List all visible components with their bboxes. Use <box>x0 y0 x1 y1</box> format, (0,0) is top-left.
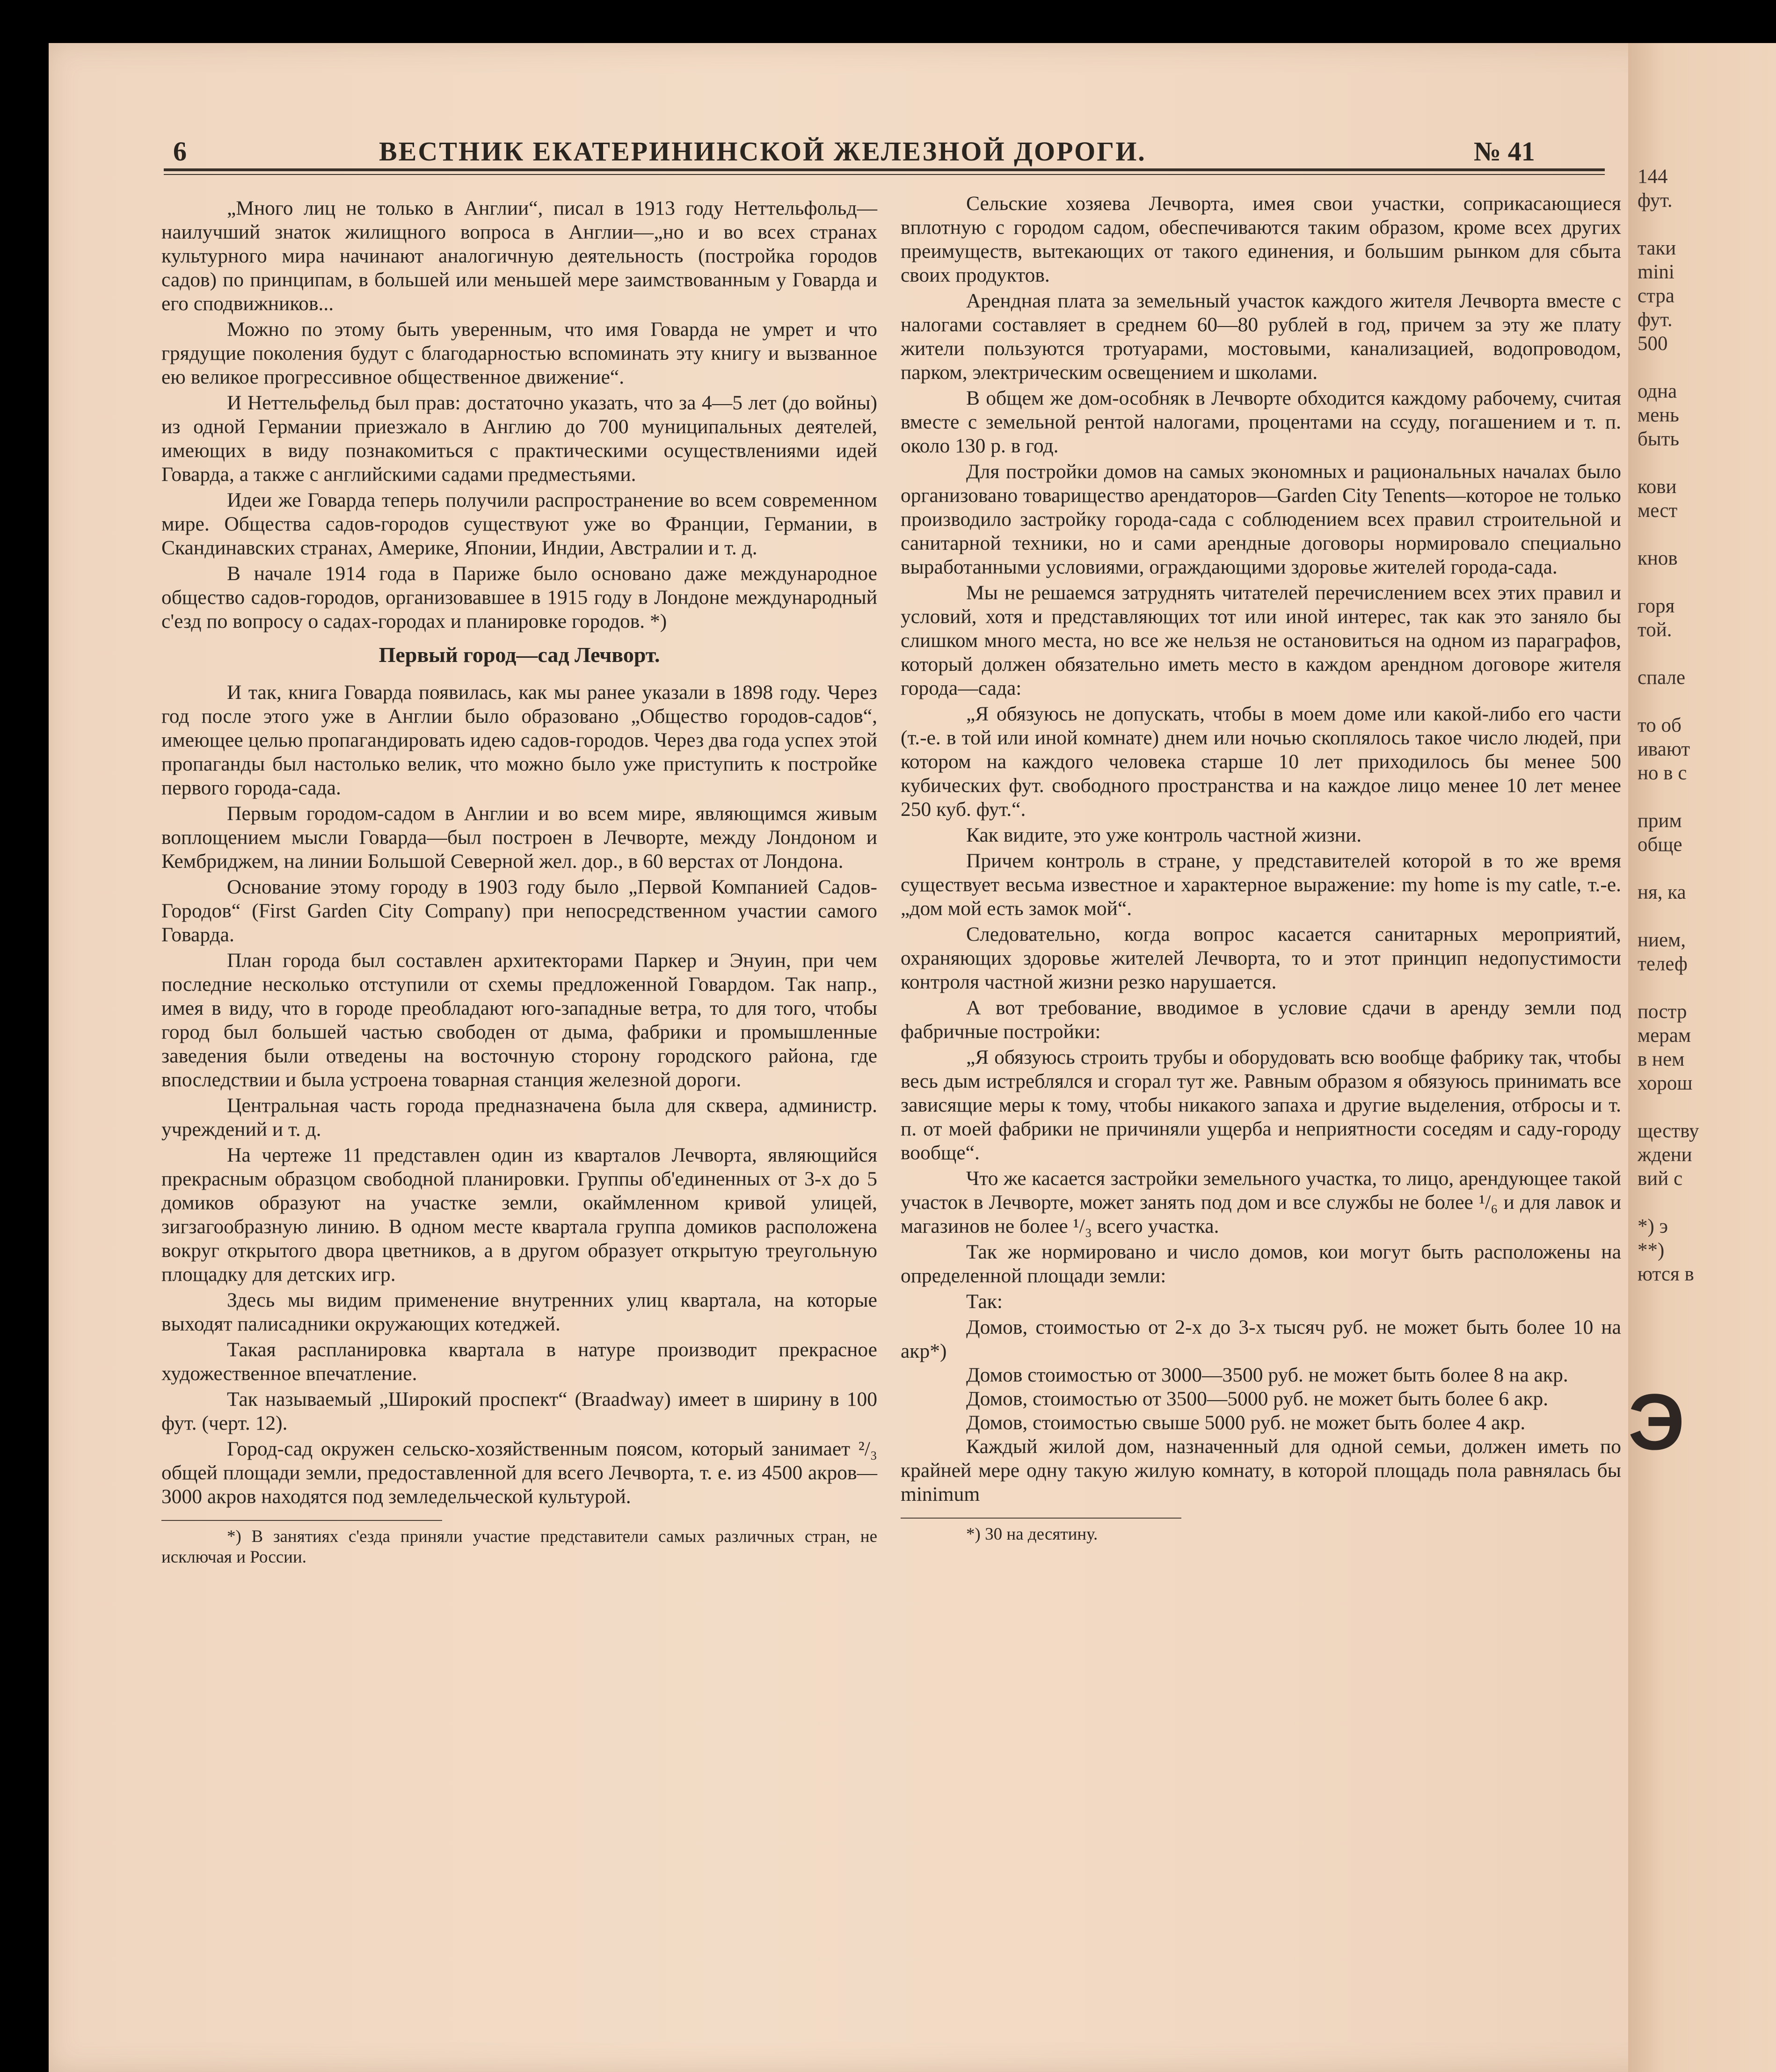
footnote: *) В занятиях с'езда приняли участие представители самых различных стран, не исключая и России. <box>161 1527 877 1567</box>
page-number: 6 <box>173 136 187 167</box>
footnote: *) 30 на десятину. <box>966 1525 1098 1544</box>
paragraph: Как видите, это уже контроль частной жизни. <box>966 824 1362 846</box>
paragraph: Здесь мы видим применение внутренних улиц квартала, на которые выходят палисадники окружающих котеджей. <box>161 1289 877 1335</box>
paragraph: Мы не решаемся затруднять читателей перечислением всех этих правил и условий, хотя и представляющих тот или иной интерес, так как это заняло бы слишком много места, но все же нельзя не остановиться на одном из параграфов, который должен обязательно иметь место в каждом арендном договоре жителя города—сада: <box>901 582 1621 699</box>
list-item: Домов, стоимостью от 3500—5000 руб. не может быть более 6 акр. <box>966 1388 1549 1410</box>
paragraph: План города был составлен архитекторами Паркер и Энуин, при чем последние несколько отступили от схемы предложенной Говардом. Так напр., имея в виду, что в городе преобладают юго-западные ветра, то для того, чтобы город был большей частью свободен от дыма, фабрики и промышленные заведения были отведены на восточную сторону городского района, где впоследствии и была устроена товарная станция железной дороги. <box>161 949 877 1091</box>
right-column <box>901 192 1621 1547</box>
paragraph: Можно по этому быть уверенным, что имя Говарда не умрет и что грядущие поколения будут с благодарностью вспоминать эту книгу и вызванное ею великое прогрессивное общественное движение“. <box>161 318 877 388</box>
paragraph: Для постройки домов на самых экономных и рациональных началах было организовано товарищество арендаторов—Garden City Tenents—которое не только производило застройку города-сада с соблюдением всех правил строительной и санитарной техники, но и сами арендные договоры нормировало специально выработанными условиями, ограждающими здоровье жителей города-сада. <box>901 460 1621 578</box>
paragraph: А вот требование, вводимое в условие сдачи в аренду земли под фабричные постройки: <box>901 996 1621 1043</box>
house-density-list <box>901 1316 1621 1435</box>
header-rule-thick <box>164 168 1605 171</box>
paragraph: Город-сад окружен сельско-хозяйственным поясом, который занимает ²/₃ общей площади земли, предоставленной для всего Лечворта, т. е. из 4500 акров—3000 акров находятся под земледельческой культурой. <box>161 1438 877 1508</box>
paragraph: Центральная часть города предназначена была для сквера, администр. учреждений и т. д. <box>161 1094 877 1141</box>
paragraph: И так, книга Говарда появилась, как мы ранее указали в 1898 году. Через год после этого уже в Англии было образовано „Общество городов-садов“, имеющее целью пропагандировать идею садов-городов. Через два года успех этой пропаганды был настолько велик, что можно было уже приступить к постройке первого города-сада. <box>161 681 877 799</box>
paragraph: Основание этому городу в 1903 году было „Первой Компанией Садов-Городов“ (First Garden City Company) при непосредственном участии самого Говарда. <box>161 876 877 946</box>
footnote-rule <box>901 1518 1181 1519</box>
paragraph: В начале 1914 года в Париже было основано даже международное общество садов-городов, организовавшее в 1915 году в Лондоне международный с'езд по вопросу о садах-городах и планировке городов. *) <box>161 562 877 633</box>
paragraph: „Много лиц не только в Англии“, писал в 1913 году Неттельфольд—наилучший знаток жилищного вопроса в Англии—„но и во всех странах культурного мира начинают аналогичную деятельность (постройка городов садов) по принципам, в большей или меньшей мере заимствованным у Говарда и его сподвижников... <box>161 197 877 315</box>
list-item: Домов, стоимостью свыше 5000 руб. не может быть более 4 акр. <box>966 1411 1526 1434</box>
paragraph: Первым городом-садом в Англии и во всем мире, являющимся живым воплощением мысли Говарда—был построен в Лечворте, между Лондоном и Кембриджем, на линии Большой Северной жел. дор., в 60 верстах от Лондона. <box>161 802 877 872</box>
quote-paragraph: „Я обязуюсь не допускать, чтобы в моем доме или какой-либо его части (т.-е. в той или иной комнате) днем или ночью скоплялось такое число людей, при котором на каждого человека старше 10 лет приходилось бы менее 500 кубических фут. свободного пространства и на каждое лицо менее 10 лет менее 250 куб. фут.“. <box>901 703 1621 821</box>
paragraph: Что же касается застройки земельного участка, то лицо, арендующее такой участок в Лечворте, может занять под дом и все службы не более ¹/₆ и для лавок и магазинов не более ¹/₃ всего участка. <box>901 1167 1621 1237</box>
list-item: Домов стоимостью от 3000—3500 руб. не может быть более 8 на акр. <box>966 1364 1568 1386</box>
section-heading: Первый город—сад Лечворт. <box>378 643 660 667</box>
paragraph: Арендная плата за земельный участок каждого жителя Лечворта вместе с налогами составляет в среднем 60—80 рублей в год, причем за эту же плату жители пользуются тротуарами, мостовыми, канализацией, водопроводом, парком, электрическим освещением и школами. <box>901 290 1621 384</box>
header-rule-thin <box>164 174 1605 175</box>
paragraph: Причем контроль в стране, у представителей которой в то же время существует весьма известное и характерное выражение: my home is my catle, т.-е. „дом мой есть замок мой“. <box>901 850 1621 920</box>
paragraph: И Неттельфельд был прав: достаточно указать, что за 4—5 лет (до войны) из одной Германии приезжало в Англию до 700 муниципальных деятелей, имеющих в виду познакомиться с практическими осуществлениями идей Говарда, а также с английскими садами предместьями. <box>161 392 877 486</box>
paragraph: Так же нормировано и число домов, кои могут быть расположены на определенной площади земли: <box>901 1241 1621 1287</box>
newspaper-title: ВЕСТНИК ЕКАТЕРИНИНСКОЙ ЖЕЛЕЗНОЙ ДОРОГИ. <box>379 136 1146 167</box>
paragraph: Сельские хозяева Лечворта, имея свои участки, соприкасающиеся вплотную с городом садом, обеспечиваются таким образом, кроме всех других преимуществ, вытекающих от такого единения, и большим рынком для сбыта своих продуктов. <box>901 192 1621 286</box>
paragraph: Каждый жилой дом, назначенный для одной семьи, должен иметь по крайней мере одну такую жилую комнату, в которой площадь пола равнялась бы minimum <box>901 1435 1621 1505</box>
footnote-rule <box>161 1520 442 1521</box>
quote-paragraph: „Я обязуюсь строить трубы и оборудовать всю вообще фабрику так, чтобы весь дым истреблялся и сгорал тут же. Равным образом я обязуюсь принимать все зависящие меры к тому, чтобы никакого запаха и другие выделения, отбросы и т. п. от моей фабрики не причиняли ущерба и неприятности соседям и саду-городу вообще“. <box>901 1046 1621 1164</box>
list-item: Домов, стоимостью от 2-х до 3-х тысяч руб. не может быть более 10 на акр*) <box>901 1316 1621 1362</box>
next-page-edge <box>1628 43 1776 2072</box>
next-page-heading-letter: Э <box>1628 1378 1685 1467</box>
page-header <box>164 136 1605 173</box>
paragraph: Так называемый „Широкий проспект“ (Braadway) имеет в ширину в 100 фут. (черт. 12). <box>161 1388 877 1434</box>
paragraph: Следовательно, когда вопрос касается санитарных мероприятий, охраняющих здоровье жителей Лечворта, то и этот принцип недопустимости контроля частной жизни резко нарушается. <box>901 923 1621 993</box>
paragraph: Так: <box>966 1290 1003 1313</box>
paragraph: В общем же дом-особняк в Лечворте обходится каждому рабочему, считая вместе с земельной рентой налогами, процентами на ссуду, погашением и т. п. около 130 р. в год. <box>901 387 1621 457</box>
paragraph: На чертеже 11 представлен один из кварталов Лечворта, являющийся прекрасным образцом свободной планировки. Группы об'единенных от 3-х до 5 домиков образуют на участке земли, окаймленном кривой улицей, зигзагообразную линию. В одном месте квартала группа домиков расположена вокруг открытого двора цветников, а в другом образует открытую треугольную площадку для детских игр. <box>161 1144 877 1286</box>
left-column <box>161 196 877 1570</box>
next-page-text-fragment: 144 фут. таки mini стра фут. 500 одна мень быть кови мест кнов горя той. спале то об ивают но в с прим обще ня, ка нием, телеф постр мерам в нем хорош ществу ждени вий с *) э **) ются в <box>1638 166 1699 1285</box>
issue-number: № 41 <box>1474 136 1535 167</box>
paragraph: Идеи же Говарда теперь получили распространение во всем современном мире. Общества садов-городов существуют уже во Франции, Германии, в Скандинавских странах, Америке, Японии, Индии, Австралии и т. д. <box>161 489 877 559</box>
paragraph: Такая распланировка квартала в натуре производит прекрасное художественное впечатление. <box>161 1338 877 1385</box>
